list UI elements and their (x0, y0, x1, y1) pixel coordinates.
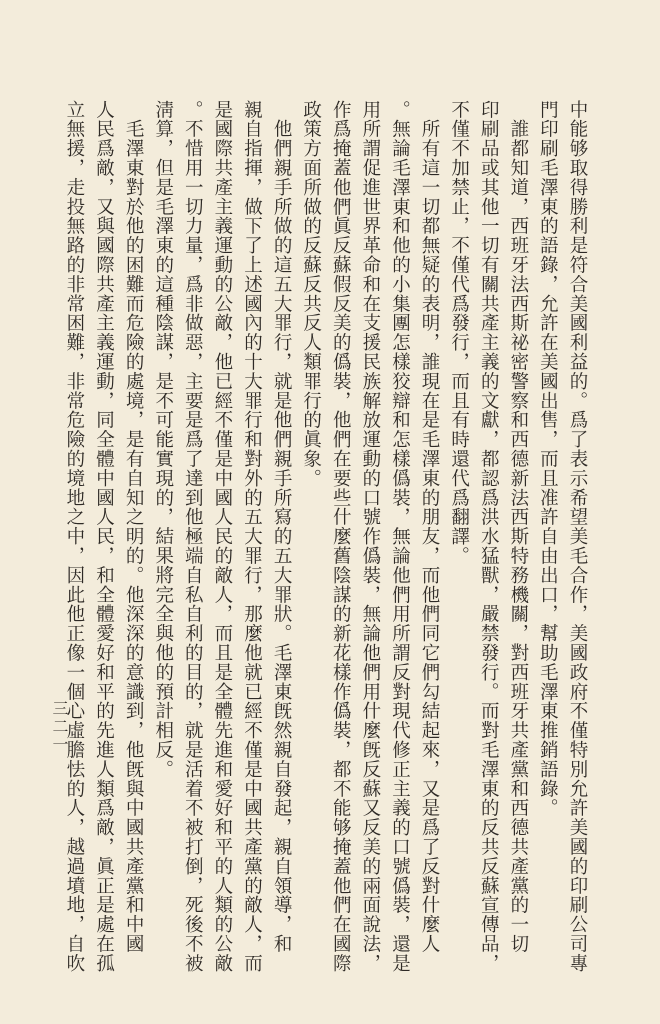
text-column: 親自指揮，做下了上述國內的十大罪行和對外的五大罪行，那麼他就已經不僅是中國共產黨的敵人，而 (241, 100, 263, 973)
text-column: 中能够取得勝利是符合美國利益的。爲了表示希望美毛合作，美國政府不僅特別允許美國的印刷公司專 (567, 100, 588, 973)
page-number: 三二一 (50, 700, 69, 754)
text-column: 他們親手所做的這五大罪行，就是他們親手所寫的五大罪狀。毛澤東旣然親自發起，親自領導，和 (271, 100, 293, 954)
text-column: 所有這一切都無疑的表明，誰現在是毛澤東的朋友，而他們同它們勾結起來，又是爲了反對什麼人 (419, 100, 441, 954)
text-column: 用所謂促進世界革命和在支援民族解放運動的口號作僞裝，無論他們用什麼旣反蘇又反美的兩面說法， (359, 100, 381, 973)
text-column: 門印刷毛澤東的語錄，允許在美國出售，而且准許自由出口，幫助毛澤東推銷語錄。 (537, 100, 559, 818)
vertical-text-body (59, 100, 592, 973)
text-column: 毛澤東對於他的困難而危險的處境，是有自知之明的。他深深的意識到，他旣與中國共產黨和中國 (123, 100, 145, 954)
text-column: 淸算，但是毛澤東的這種陰謀，是不可能實現的，結果將完全與他的預計相反。 (152, 100, 174, 779)
text-column: 是國際共產主義運動的公敵，他已經不僅是中國人民的敵人，而且是全體先進和愛好和平的人類的公敵 (211, 100, 233, 973)
text-column: 印刷品或其他一切有關共產主義的文獻，都認爲洪水猛獸，嚴禁發行。而對毛澤東的反共反蘇宣傳品， (478, 100, 500, 973)
text-column: 人民爲敵，又與國際共產主義運動，同全體中國人民，和全體愛好和平的先進人類爲敵，眞正是處在孤 (93, 100, 115, 973)
text-column: 不僅不加禁止，不僅代爲發行，而且有時還代爲翻譯。 (448, 100, 470, 566)
text-column: 作爲掩蓋他們眞反蘇假反美的僞裝，他們在要些什麼舊陰謀的新花樣作僞裝，都不能够掩蓋他們在國際 (330, 100, 352, 973)
text-column: 。無論毛澤東和他的小集團怎樣狡辯和怎樣僞裝，無論他們用所謂反對現代修正主義的口號僞裝，還是 (389, 100, 411, 973)
text-column: 立無援，走投無路的非常困難，非常危險的境地之中，因此他正像一個心虛膽怯的人，越過墳地，自吹 (63, 100, 85, 973)
text-column: 政策方面所做的反蘇反共反人類罪行的眞象。 (300, 100, 322, 488)
text-column: 。不惜用一切力量，爲非做惡，主要是爲了達到他極端自私自利的目的，就是活着不被打倒，死後不被 (182, 100, 204, 973)
text-column: 誰都知道，西班牙法西斯祕密警察和西德新法西斯特務機關，對西班牙共產黨和西德共產黨的一切 (507, 100, 529, 954)
